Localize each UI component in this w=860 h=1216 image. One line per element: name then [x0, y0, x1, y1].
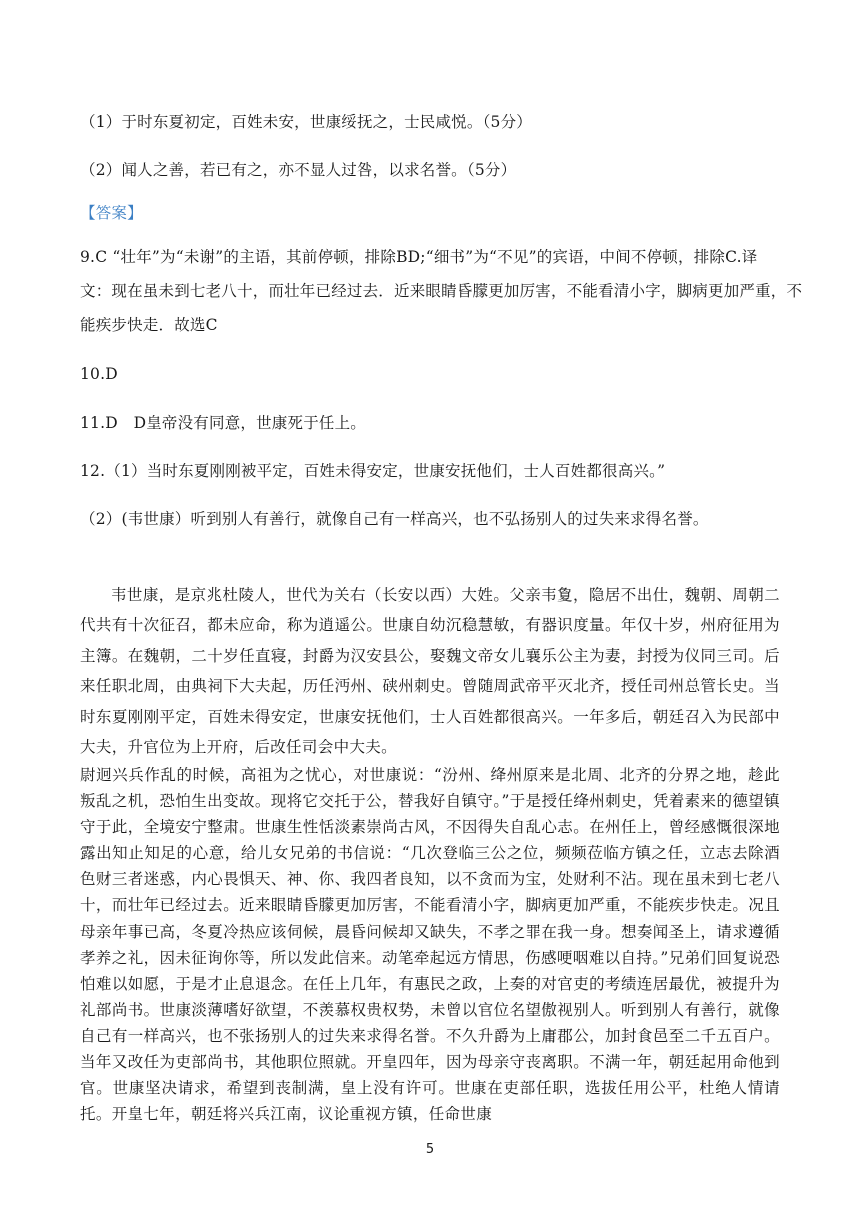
question-2: （2）闻人之善，若已有之，亦不显人过咎，以求名誉。（5分）: [80, 161, 517, 179]
translation-paragraph-2: 尉迥兴兵作乱的时候，高祖为之忧心，对世康说：“汾州、绛州原来是北周、北齐的分界之地，趁此叛乱之机，恐怕生出变故。现将它交托于公，替我好自镇守。”于是授任绛州刺史，凭着素来的德望镇守于此，全境安宁整肃。世康生性恬淡素崇尚古风，不因得失自乱心志。在州任上，曾经感慨很深地露出知止知足的心意，给儿女兄弟的书信说：“几次登临三公之位，频频莅临方镇之任，立志去除酒色财三者迷惑，内心畏惧天、神、你、我四者良知，以不贪而为宝，处财利不沾。现在虽未到七老八十，而壮年已经过去。近来眼睛昏朦更加厉害，不能看清小字，脚病更加严重，不能疾步快走。况且母亲年事已高，冬夏冷热应该伺候，晨昏问候却又缺失，不孝之罪在我一身。想奏闻圣上，请求遵循孝养之礼，因未征询你等，所以发此信来。动笔牵起远方情思，伤感哽咽难以自持。”兄弟们回复说恐怕难以如愿，于是才止息退念。在任上几年，有惠民之政，上奏的对官吏的考绩连居最优，被提升为礼部尚书。世康淡薄嗜好欲望，不羡慕权贵权势，未曾以官位名望傲视别人。听到别人有善行，就像自己有一样高兴，也不张扬别人的过失来求得名誉。不久升爵为上庸郡公，加封食邑至二千五百户。当年又改任为吏部尚书，其他职位照就。开皇四年，因为母亲守丧离职。不满一年，朝廷起用命他到官。世康坚决请求，希望到丧制满，皇上没有许可。世康在吏部任职，选拔任用公平，杜绝人情请托。开皇七年，朝廷将兴兵江南，议论重视方镇，任命世康: [80, 766, 780, 1124]
answer-11: 11.D D皇帝没有同意，世康死于任上。: [80, 414, 367, 432]
answer-heading: 【答案】: [80, 204, 143, 222]
answer-10: 10.D: [80, 365, 118, 383]
answer-12-part-2: （2）(韦世康）听到别人有善行，就像自己有一样高兴，也不弘扬别人的过失来求得名誉。: [80, 510, 709, 528]
answer-9-line-3: 能疾步快走．故选C: [80, 316, 218, 334]
answer-9-line-2: 文：现在虽未到七老八十，而壮年已经过去．近来眼睛昏朦更加厉害，不能看清小字，脚病更加严重，不: [80, 282, 803, 300]
page-number: 5: [425, 1142, 435, 1157]
answer-9-line-1: 9.C “壮年”为“未谢”的主语，其前停顿，排除BD;“细书”为“不见”的宾语，中间不停顿，排除C.译: [80, 248, 758, 266]
translation-paragraph-1: 韦世康，是京兆杜陵人，世代为关右（长安以西）大姓。父亲韦夐，隐居不出仕，魏朝、周朝二代共有十次征召，都未应命，称为逍遥公。世康自幼沉稳慧敏，有器识度量。年仅十岁，州府征用为主簿。在魏朝，二十岁任直寝，封爵为汉安县公，娶魏文帝女儿襄乐公主为妻，封授为仪同三司。后来任职北周，由典祠下大夫起，历任沔州、硖州刺史。曾随周武帝平灭北齐，授任司州总管长史。当时东夏刚刚平定，百姓未得安定，世康安抚他们，士人百姓都很高兴。一年多后，朝廷召入为民部中大夫，升官位为上开府，后改任司会中大夫。: [80, 586, 780, 757]
question-1: （1）于时东夏初定，百姓未安，世康绥抚之，士民咸悦。（5分）: [80, 113, 532, 131]
answer-12-part-1: 12.（1）当时东夏刚刚被平定，百姓未得安定，世康安抚他们，士人百姓都很高兴。”: [80, 462, 666, 480]
